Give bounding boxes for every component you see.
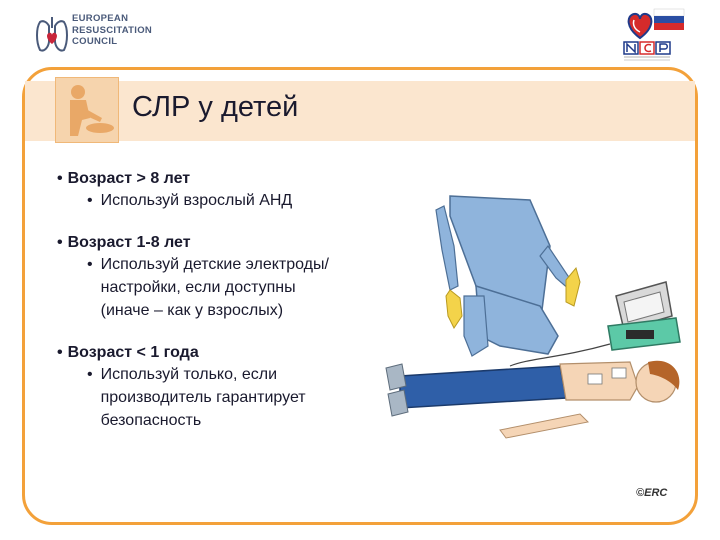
sub-bullet-text: Используй детские электроды/настройки, если доступны (иначе – как у взрослых) [100, 256, 329, 319]
sub-bullet: • Используй взрослый АНД [87, 189, 397, 212]
cpr-thumbnail-image [55, 77, 119, 143]
erc-name [72, 13, 152, 48]
erc-credit: ©ERC [636, 487, 668, 499]
bullet-list [57, 168, 397, 432]
aed-child-illustration [380, 186, 700, 526]
erc-line-3: COUNCIL [72, 36, 118, 47]
title-band [25, 81, 695, 141]
bullet-age-over-8: • Возраст > 8 лет [57, 168, 397, 189]
lungs-heart-icon [37, 17, 67, 51]
sub-bullet-text: Используй взрослый АНД [100, 192, 293, 209]
slide-title: СЛР у детей [132, 91, 299, 123]
sub-bullet: • Используй детские электроды/настройки, если доступны (иначе – как у взрослых) [87, 253, 397, 322]
bullet-age-1-8: • Возраст 1-8 лет [57, 232, 397, 253]
erc-line-1: EUROPEAN [72, 13, 129, 24]
ncp-logo [604, 4, 690, 64]
bullet-age-under-1: • Возраст < 1 года [57, 342, 397, 363]
erc-line-2: RESUSCITATION [72, 24, 153, 36]
sub-bullet: • Используй только, если производитель гарантирует безопасность [87, 363, 397, 432]
aed-device-icon [608, 282, 680, 350]
sub-bullet-text: Используй только, если производитель гарантирует безопасность [100, 366, 306, 429]
